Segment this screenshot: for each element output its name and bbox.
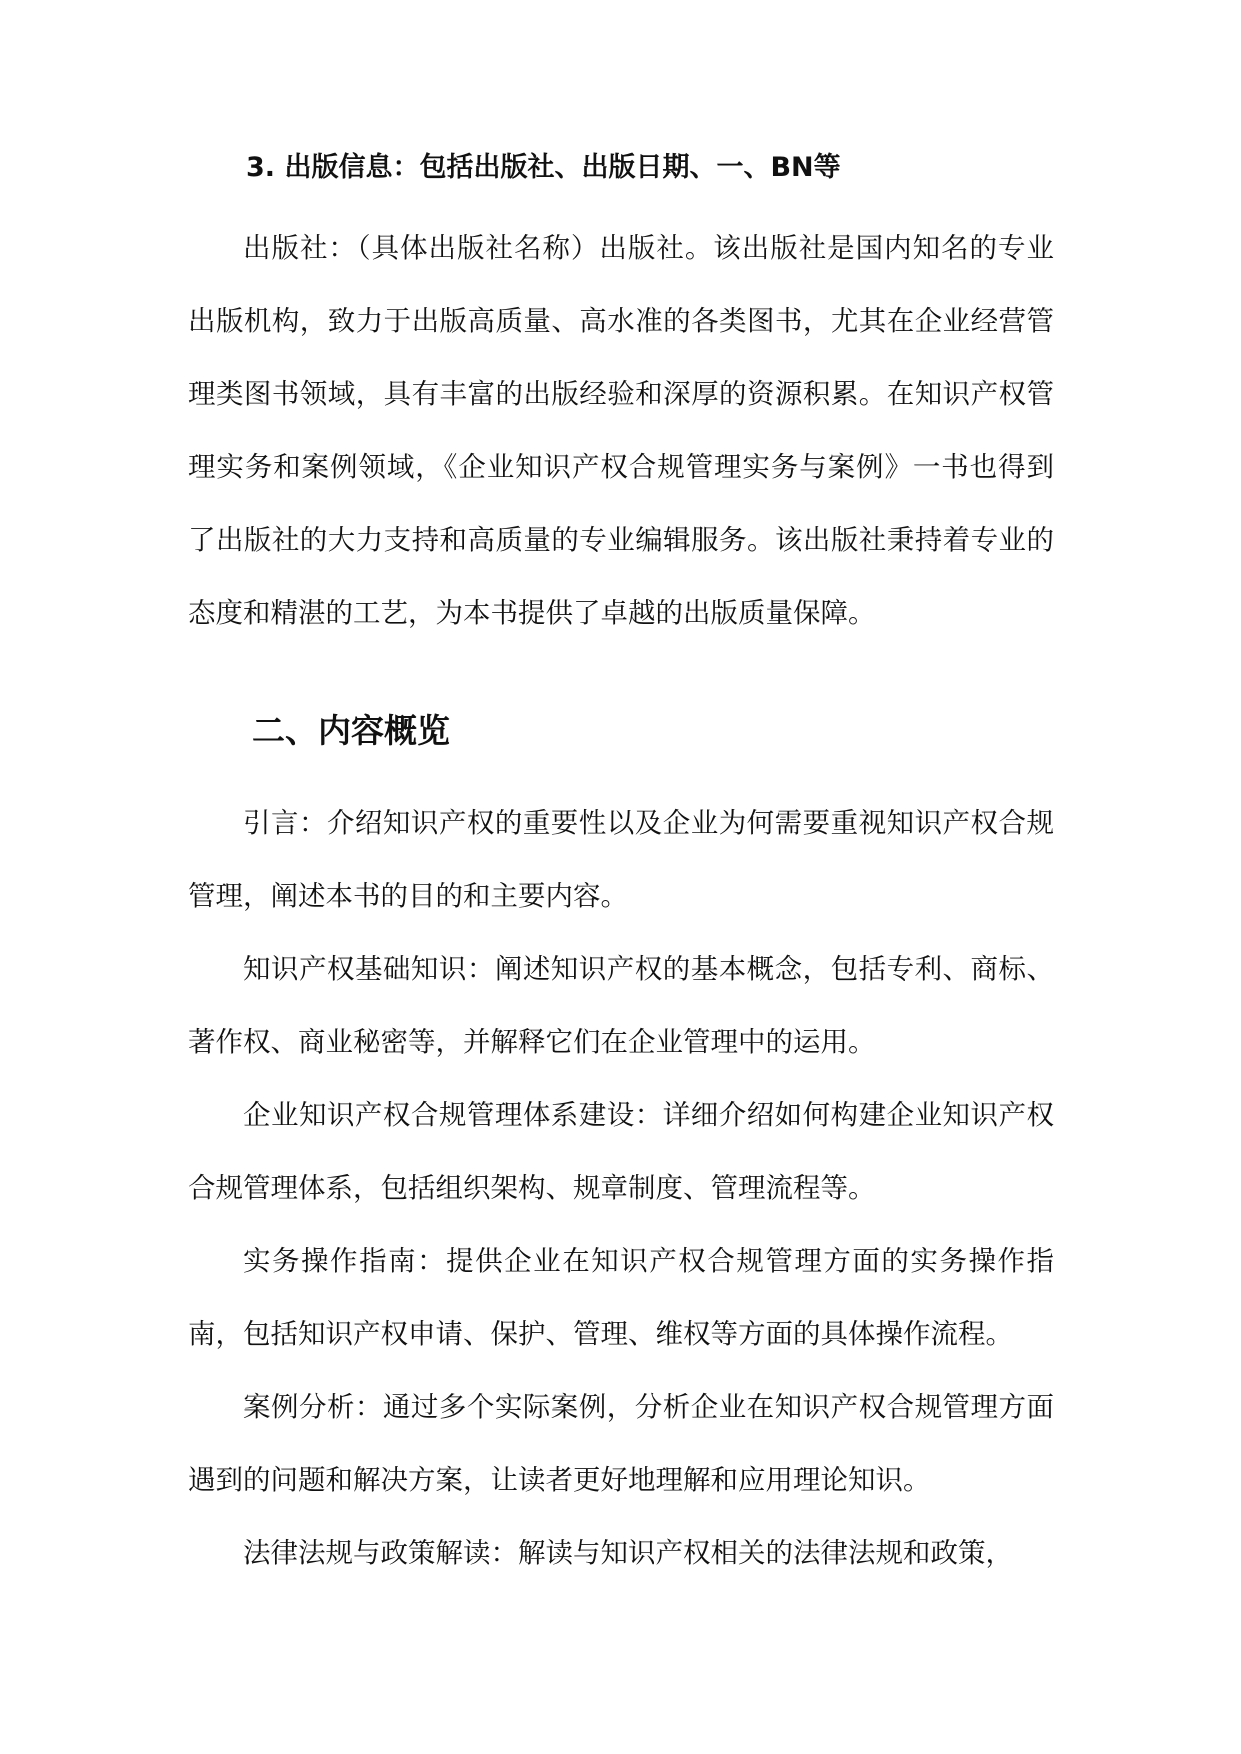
publication-info-subheading: 3. 出版信息：包括出版社、出版日期、一、BN等 xyxy=(246,152,841,183)
case-analysis-paragraph: 案例分析：通过多个实际案例，分析企业在知识产权合规管理方面遇到的问题和解决方案，让读者更好地理解和应用理论知识。 xyxy=(188,1391,1054,1496)
laws-policies-paragraph: 法律法规与政策解读：解读与知识产权相关的法律法规和政策， xyxy=(243,1537,1013,1569)
introduction-paragraph: 引言：介绍知识产权的重要性以及企业为何需要重视知识产权合规管理，阐述本书的目的和主要内容。 xyxy=(188,807,1054,912)
practice-guide-paragraph: 实务操作指南：提供企业在知识产权合规管理方面的实务操作指南，包括知识产权申请、保护、管理、维权等方面的具体操作流程。 xyxy=(188,1245,1054,1350)
content-overview-heading: 二、内容概览 xyxy=(252,711,450,750)
publisher-paragraph: 出版社：（具体出版社名称）出版社。该出版社是国内知名的专业出版机构，致力于出版高质量、高水准的各类图书，尤其在企业经营管理类图书领域，具有丰富的出版经验和深厚的资源积累。在知识产权管理实务和案例领域，《企业知识产权合规管理实务与案例》一书也得到了出版社的大力支持和高质量的专业编辑服务。该出版社秉持着专业的态度和精湛的工艺，为本书提供了卓越的出版质量保障。 xyxy=(188,232,1054,629)
ip-basics-paragraph: 知识产权基础知识：阐述知识产权的基本概念，包括专利、商标、著作权、商业秘密等，并解释它们在企业管理中的运用。 xyxy=(188,953,1054,1058)
compliance-system-paragraph: 企业知识产权合规管理体系建设：详细介绍如何构建企业知识产权合规管理体系，包括组织架构、规章制度、管理流程等。 xyxy=(188,1099,1054,1204)
